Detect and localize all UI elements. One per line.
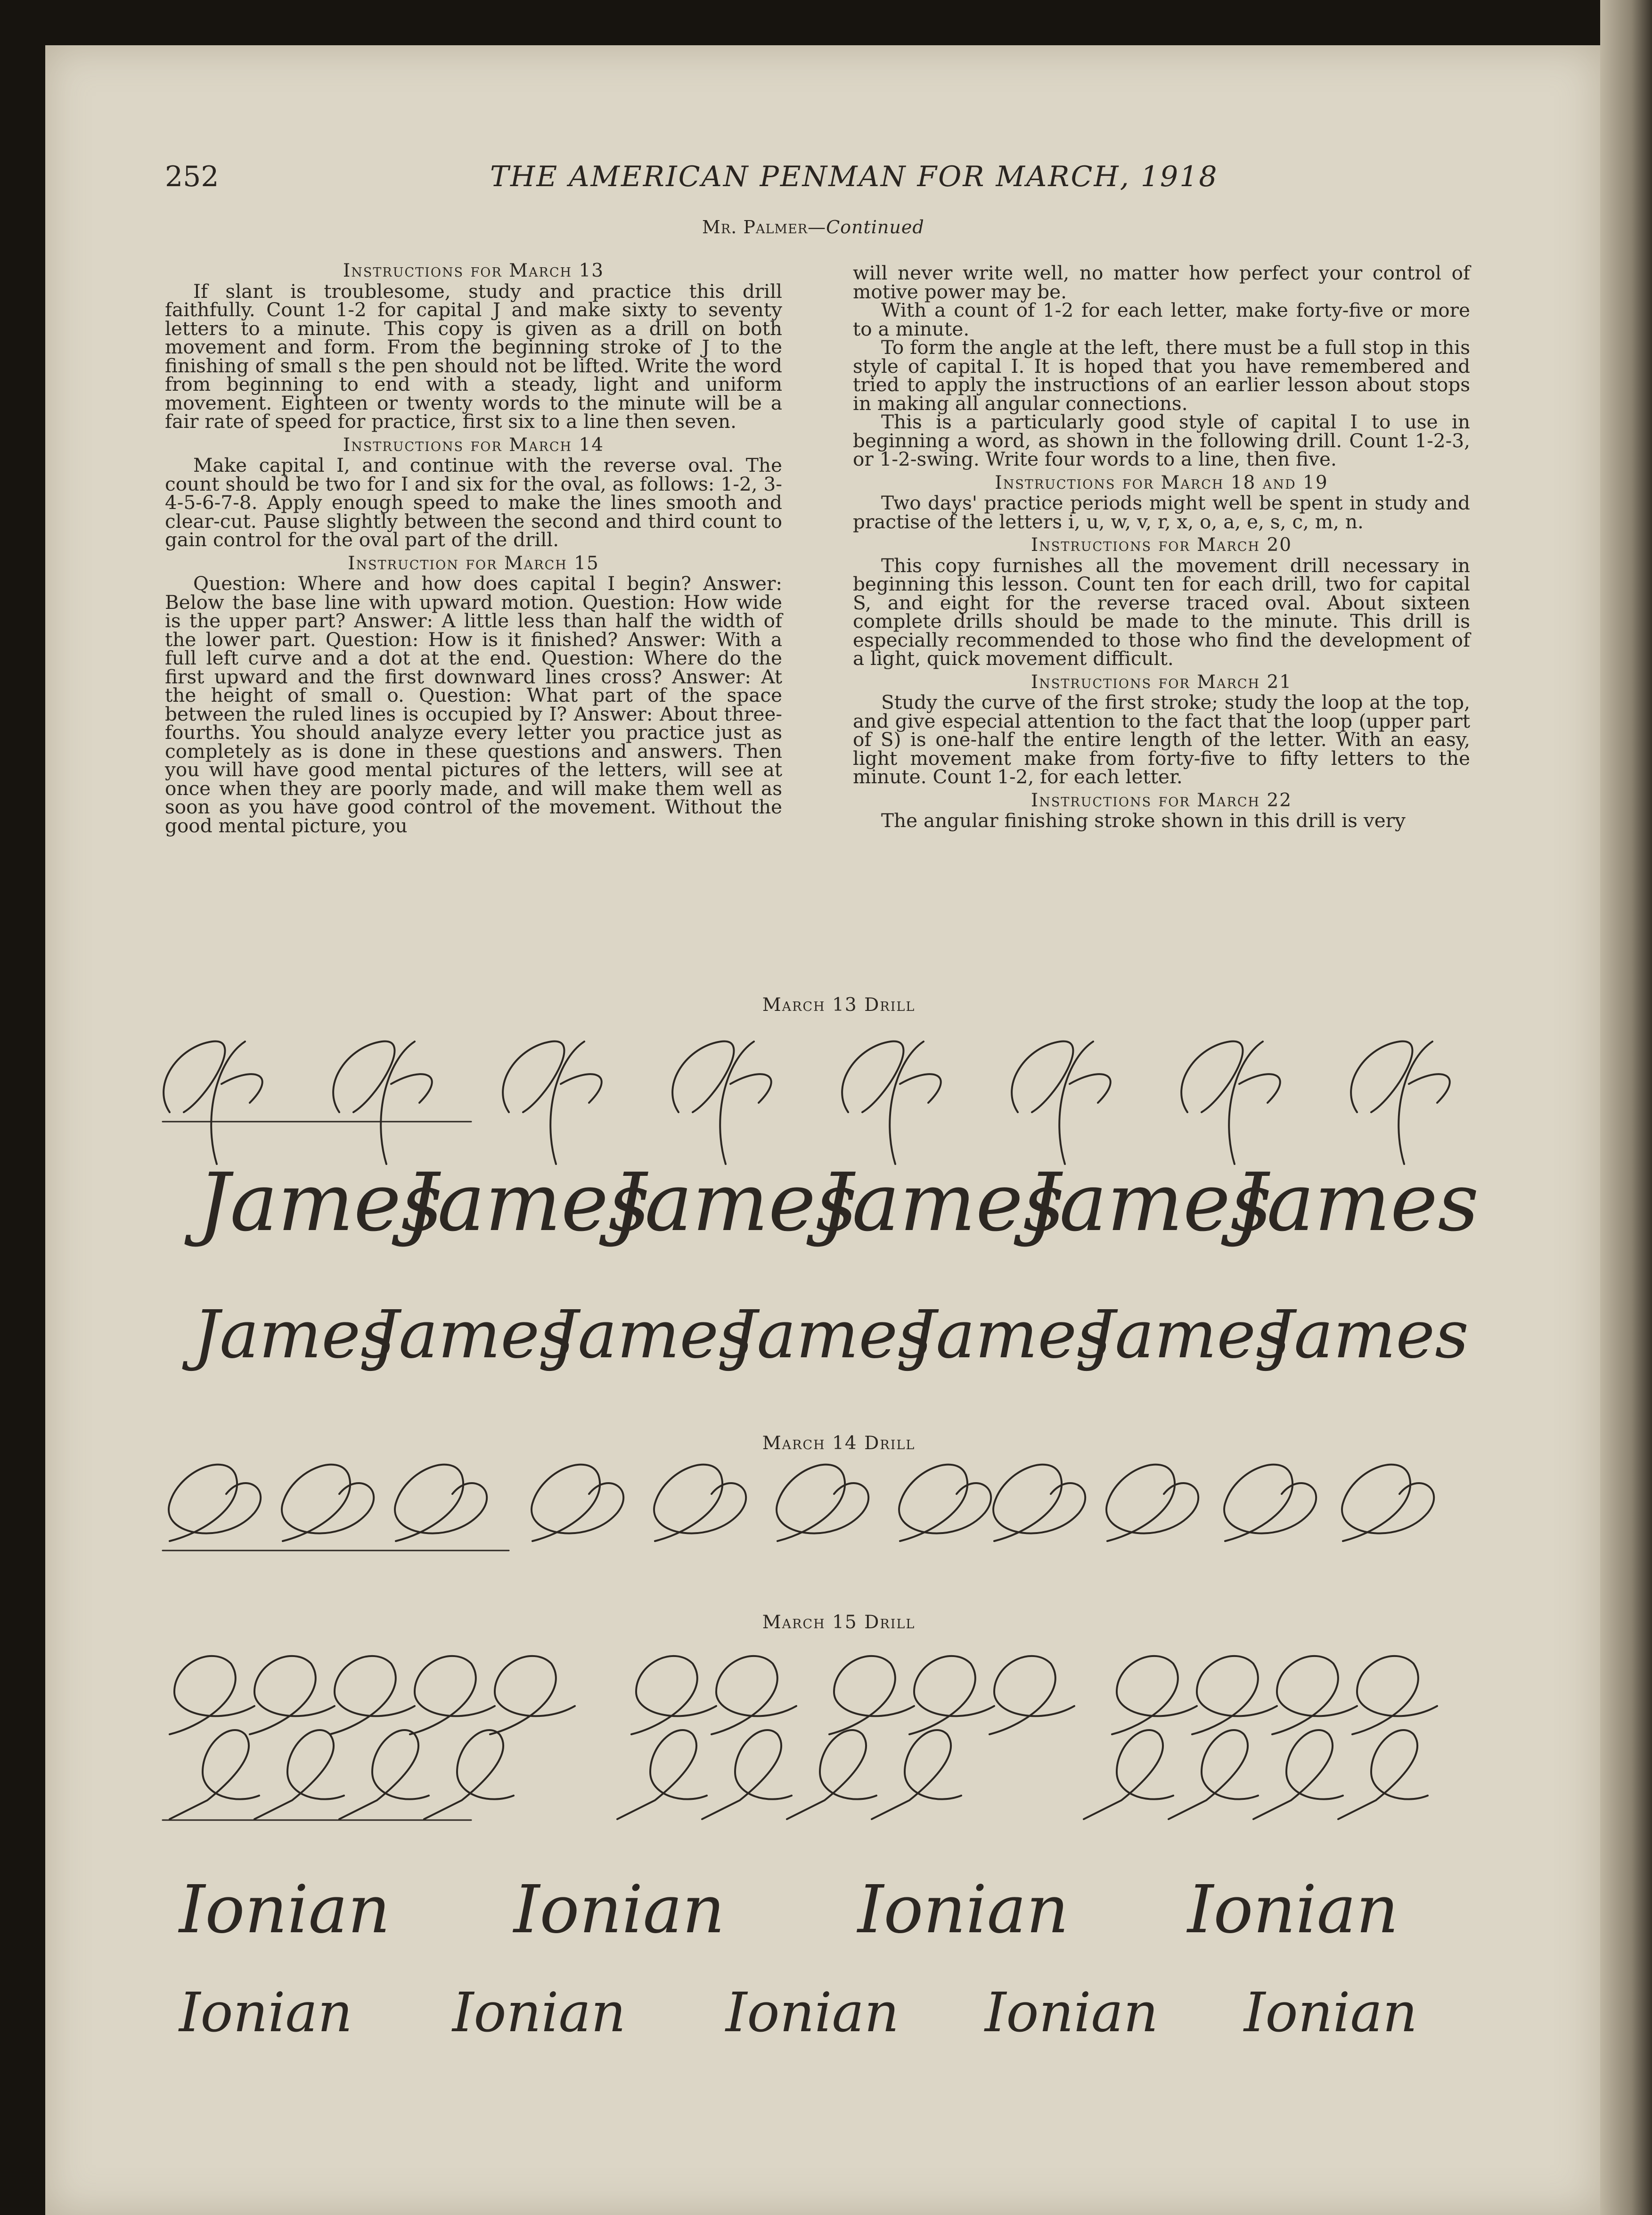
script-word-james: James <box>551 1296 753 1373</box>
section-heading: Instruction for March 15 <box>348 552 599 574</box>
script-oval-j <box>333 1041 432 1164</box>
script-word-james: James <box>730 1296 932 1373</box>
script-word-james: James <box>1027 1156 1272 1249</box>
script-oval-j <box>503 1041 602 1164</box>
march13-drill-label: March 13 Drill <box>762 994 916 1016</box>
paragraph: This is a particularly good style of capital I to use in beginning a word, as shown in the following drill. Count 1-2-3, or 1-2-swing. Write four words to a line, then five. <box>853 410 1470 470</box>
script-angular-i <box>339 1730 429 1819</box>
drill-march14-oval-row <box>163 1465 1434 1550</box>
drill-march15-capital-i-row <box>170 1656 1437 1734</box>
script-capital-i <box>1192 1656 1277 1734</box>
march14-drill-label: March 14 Drill <box>762 1433 916 1454</box>
script-capital-i <box>990 1656 1074 1734</box>
script-i-oval <box>532 1465 623 1541</box>
section-heading: Instructions for March 13 <box>343 260 605 281</box>
section-heading: Instructions for March 21 <box>1030 671 1292 693</box>
script-i-oval <box>993 1465 1085 1541</box>
script-i-oval <box>899 1465 991 1541</box>
script-word-ionian: Ionian <box>1244 1981 1418 2044</box>
paragraph: To form the angle at the left, there must be a full stop in this style of capital I. It is hoped that you have remembered and tried to apply the instructions of an earlier lesson about stops in making all angular connections. <box>853 336 1470 415</box>
continued-label: Continued <box>826 217 924 238</box>
script-angular-i <box>872 1730 961 1819</box>
paragraph: With a count of 1-2 for each letter, make forty-five or more to a minute. <box>853 299 1470 340</box>
script-oval-j <box>842 1041 941 1164</box>
section-heading: Instructions for March 22 <box>1030 789 1292 811</box>
drill-march15-angular-i-row <box>163 1730 1428 1820</box>
script-capital-i <box>1272 1656 1357 1734</box>
script-oval-j <box>1181 1041 1280 1164</box>
script-i-oval <box>169 1465 261 1541</box>
script-word-james: James <box>1088 1296 1290 1373</box>
section-heading: Instructions for March 20 <box>1030 534 1292 556</box>
journal-title: THE AMERICAN PENMAN FOR MARCH, 1918 <box>490 160 1219 193</box>
script-i-oval <box>654 1465 746 1541</box>
script-word-ionian: Ionian <box>726 1981 900 2044</box>
script-word-james: James <box>1235 1156 1479 1249</box>
script-i-oval <box>1342 1465 1434 1541</box>
script-word-ionian: Ionian <box>179 1871 391 1948</box>
paragraph: Study the curve of the first stroke; study the loop at the top, and give especial attention to the fact that the loop (upper part of S) is one-half the entire length of the letter. With an easy, light movement make from forty-five to fifty letters to the minute. Count 1-2, for each letter. <box>853 691 1470 788</box>
script-angular-i <box>254 1730 344 1819</box>
script-word-james: James <box>909 1296 1111 1373</box>
script-word-ionian: Ionian <box>514 1871 725 1948</box>
script-word-james: James <box>198 1156 442 1249</box>
script-word-ionian: Ionian <box>985 1981 1159 2044</box>
script-angular-i <box>1084 1730 1173 1819</box>
script-word-ionian: Ionian <box>179 1981 353 2044</box>
paragraph: Question: Where and how does capital I begin? Answer: Below the base line with upward motion. Question: How wide is the upper part? Answer: A little less than half the width of the lower part. Question: How is it finished? Answer: With a full left curve and a dot at the end. Question: Where do the first upward and the first downward lines cross? Answer: At the height of small o. Question: What part of the space between the ruled lines is occupied by I? Answer: About three-fourths. You should analyze every letter you practice just as completely as is done in these questions and answers. Then you will have good mental pictures of the letters, will see at once when they are poorly made, and will make them well as soon as you have good control of the movement. Without the good mental picture, you <box>165 572 782 837</box>
script-capital-i <box>631 1656 716 1734</box>
script-word-ionian: Ionian <box>452 1981 626 2044</box>
script-oval-j <box>1351 1041 1450 1164</box>
script-word-james: James <box>820 1156 1064 1249</box>
script-i-oval <box>395 1465 487 1541</box>
script-capital-i <box>1352 1656 1437 1734</box>
script-word-ionian: Ionian <box>1187 1871 1399 1948</box>
drill-march15-ionian-rows <box>178 1871 1417 2044</box>
author-name: Mr. Palmer— <box>702 217 826 238</box>
script-capital-i <box>829 1656 914 1734</box>
script-word-james: James <box>1268 1296 1469 1373</box>
script-angular-i <box>617 1730 707 1819</box>
paragraph: The angular finishing stroke shown in this drill is very <box>881 809 1406 832</box>
script-i-oval <box>1106 1465 1198 1541</box>
march15-drill-label: March 15 Drill <box>762 1612 916 1633</box>
paragraph: Make capital I, and continue with the reverse oval. The count should be two for I and six for the oval, as follows: 1-2, 3-4-5-6-7-8. Apply enough speed to make the lines smooth and clear-cut. Pause slightly between the second and third count to gain control for the oval part of the drill. <box>165 454 782 551</box>
paragraph: Two days' practice periods might well be spent in study and practise of the letters i, u, w, v, r, x, o, a, e, s, c, m, n. <box>853 492 1470 533</box>
script-angular-i <box>702 1730 792 1819</box>
script-capital-i <box>1112 1656 1197 1734</box>
script-angular-i <box>424 1730 514 1819</box>
drill-march13-james-rows <box>182 1156 1479 1373</box>
script-oval-j <box>164 1041 262 1164</box>
script-capital-i <box>330 1656 415 1734</box>
section-heading: Instructions for March 14 <box>343 434 605 456</box>
script-capital-i <box>712 1656 796 1734</box>
script-word-james: James <box>193 1296 395 1373</box>
paragraph: This copy furnishes all the movement drill necessary in beginning this lesson. Count ten for each drill, two for capital S, and eight for the reverse traced oval. About sixteen complete drills should be made to the minute. This drill is especially recommended to those who find the development of a light, quick movement difficult. <box>853 554 1470 670</box>
section-heading: Instructions for March 18 and 19 <box>995 472 1328 493</box>
script-angular-i <box>1253 1730 1343 1819</box>
script-angular-i <box>1338 1730 1428 1819</box>
script-word-james: James <box>372 1296 574 1373</box>
script-angular-i <box>787 1730 876 1819</box>
script-capital-i <box>250 1656 335 1734</box>
script-oval-j <box>672 1041 771 1164</box>
script-angular-i <box>1169 1730 1258 1819</box>
paragraph: If slant is troublesome, study and practice this drill faithfully. Count 1-2 for capital J and make sixty to seventy letters to a minute. This copy is given as a drill on both movement and form. From the beginning stroke of J to the finishing of small s the pen should not be lifted. Write the word from beginning to end with a steady, light and uniform movement. Eighteen or twenty words to the minute will be a fair rate of speed for practice, first six to a line then seven. <box>165 279 782 433</box>
script-word-james: James <box>405 1156 650 1249</box>
script-i-oval <box>777 1465 868 1541</box>
paragraph: will never write well, no matter how perfect your control of motive power may be. <box>853 262 1470 303</box>
script-capital-i <box>490 1656 575 1734</box>
drill-march13-oval-j-row <box>163 1041 1450 1164</box>
script-capital-i <box>410 1656 495 1734</box>
script-angular-i <box>170 1730 259 1819</box>
script-i-oval <box>282 1465 374 1541</box>
script-oval-j <box>1012 1041 1111 1164</box>
script-capital-i <box>909 1656 994 1734</box>
page-number: 252 <box>165 160 219 193</box>
script-i-oval <box>1224 1465 1316 1541</box>
script-word-james: James <box>613 1156 857 1249</box>
script-capital-i <box>170 1656 254 1734</box>
script-word-ionian: Ionian <box>858 1871 1069 1948</box>
